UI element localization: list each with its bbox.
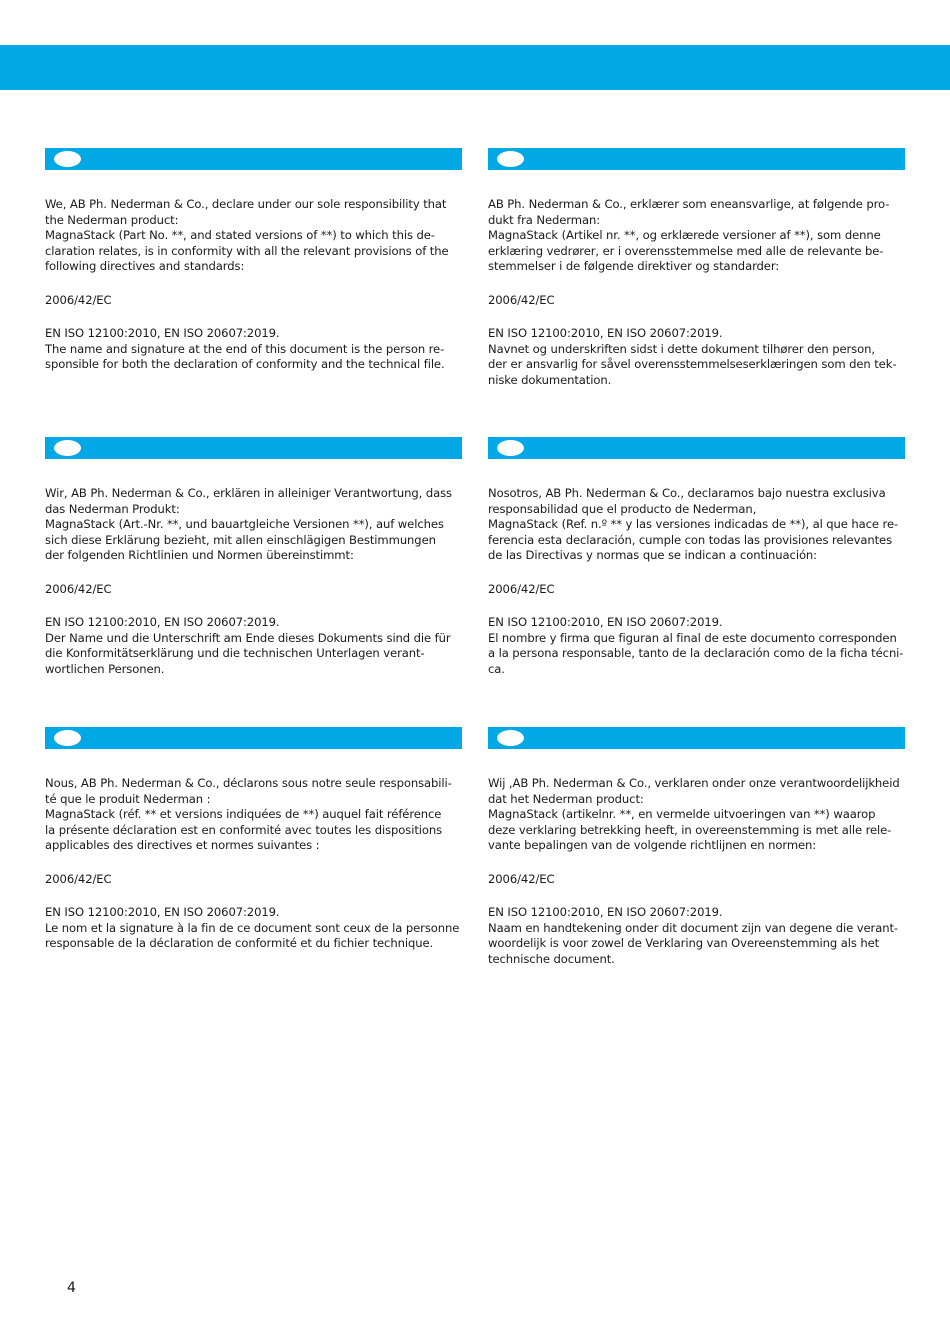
declaration-block-es	[488, 437, 905, 677]
intro-paragraph: AB Ph. Nederman & Co., erklærer som eneansvarlige, at følgende pro- dukt fra Nederman: MagnaStack (Artikel nr. **, og erklærede versioner af **), som denne erklæring vedrører, er i overensstemmelse med alle de relevante be- stemmelser i de følgende direktiver og standarder:	[488, 197, 890, 273]
standards-paragraph: EN ISO 12100:2010, EN ISO 20607:2019. Navnet og underskriften sidst i dette dokument tilhører den person, der er ansvarlig for såvel overensstemmelseserklæringen som den tek- niske dokumentation.	[488, 326, 897, 387]
directive-reference: 2006/42/EC	[488, 292, 555, 307]
section-header-bar	[45, 437, 462, 459]
intro-paragraph: We, AB Ph. Nederman & Co., declare under our sole responsibility that the Nederman product: MagnaStack (Part No. **, and stated versions of **) to which this de- claration relates, is in conformity with all the relevant provisions of the following directives and standards:	[45, 197, 449, 273]
declaration-block-fr	[45, 727, 462, 952]
directive-reference: 2006/42/EC	[488, 871, 555, 886]
language-badge-icon	[54, 151, 81, 167]
top-header-band	[0, 45, 950, 90]
declaration-block-nl	[488, 727, 905, 967]
section-header-bar	[488, 437, 905, 459]
intro-paragraph: Wij ,AB Ph. Nederman & Co., verklaren onder onze verantwoordelijkheid dat het Nederman product: MagnaStack (artikelnr. **, en vermelde uitvoeringen van **) waarop deze verklaring betrekking heeft, in overeenstemming is met alle rele- vante bepalingen van de volgende richtlijnen en normen:	[488, 776, 900, 852]
declaration-text	[45, 486, 462, 677]
directive-reference: 2006/42/EC	[488, 581, 555, 596]
language-badge-icon	[54, 730, 81, 746]
declaration-text	[488, 486, 905, 677]
standards-paragraph: EN ISO 12100:2010, EN ISO 20607:2019. The name and signature at the end of this document is the person re- sponsible for both the declaration of conformity and the technical file.	[45, 326, 445, 371]
declaration-text	[45, 197, 462, 373]
directive-reference: 2006/42/EC	[45, 581, 112, 596]
language-badge-icon	[497, 730, 524, 746]
standards-paragraph: EN ISO 12100:2010, EN ISO 20607:2019. Le nom et la signature à la fin de ce document sont ceux de la personne responsable de la déclaration de conformité et du fichier technique.	[45, 905, 460, 950]
section-header-bar	[488, 727, 905, 749]
intro-paragraph: Nosotros, AB Ph. Nederman & Co., declaramos bajo nuestra exclusiva responsabilidad que el producto de Nederman, MagnaStack (Ref. n.º ** y las versiones indicadas de **), al que hace re- ferencia esta declaración, cumple con todas las provisiones relevantes de las Directivas y normas que se indican a continuación:	[488, 486, 899, 562]
section-header-bar	[45, 148, 462, 170]
declaration-block-de	[45, 437, 462, 677]
standards-paragraph: EN ISO 12100:2010, EN ISO 20607:2019. El nombre y firma que figuran al final de este documento corresponden a la persona responsable, tanto de la declaración como de la ficha técni- ca.	[488, 615, 904, 676]
language-badge-icon	[497, 440, 524, 456]
declaration-block-da	[488, 148, 905, 388]
intro-paragraph: Wir, AB Ph. Nederman & Co., erklären in alleiniger Verantwortung, dass das Nederman Produkt: MagnaStack (Art.-Nr. **, und bauartgleiche Versionen **), auf welches sich diese Erklärung bezieht, mit allen einschlägigen Bestimmungen der folgenden Richtlinien und Normen übereinstimmt:	[45, 486, 452, 562]
section-header-bar	[488, 148, 905, 170]
declaration-text	[45, 776, 462, 952]
directive-reference: 2006/42/EC	[45, 871, 112, 886]
declaration-text	[488, 776, 905, 967]
directive-reference: 2006/42/EC	[45, 292, 112, 307]
standards-paragraph: EN ISO 12100:2010, EN ISO 20607:2019. Naam en handtekening onder dit document zijn van degene die verant- woordelijk is voor zowel de Verklaring van Overeenstemming als het technische document.	[488, 905, 898, 966]
page-number: 4	[67, 1280, 76, 1296]
declaration-block-en	[45, 148, 462, 373]
language-badge-icon	[497, 151, 524, 167]
declaration-text	[488, 197, 905, 388]
intro-paragraph: Nous, AB Ph. Nederman & Co., déclarons sous notre seule responsabili- té que le produit Nederman : MagnaStack (réf. ** et versions indiquées de **) auquel fait référence la présente déclaration est en conformité avec toutes les dispositions applicables des directives et normes suivantes :	[45, 776, 452, 852]
language-badge-icon	[54, 440, 81, 456]
standards-paragraph: EN ISO 12100:2010, EN ISO 20607:2019. Der Name und die Unterschrift am Ende dieses Dokuments sind die für die Konformitätserklärung und die technischen Unterlagen verant- wortlichen Personen.	[45, 615, 451, 676]
section-header-bar	[45, 727, 462, 749]
